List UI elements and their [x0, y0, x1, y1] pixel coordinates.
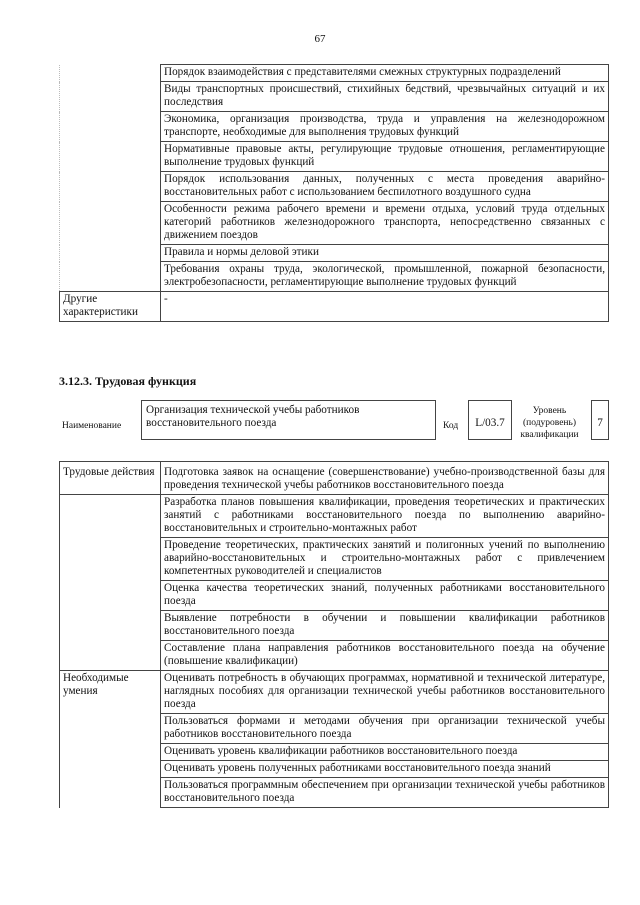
code-value-box: L/03.7 [468, 400, 512, 440]
name-label: Наименование [62, 421, 122, 431]
label-continuation [60, 538, 161, 581]
label-continuation [60, 778, 161, 808]
empty-label-cell [60, 65, 161, 292]
function-name-box: Организация технической учебы работников восстановительного поезда [141, 400, 436, 440]
labor-action-item: Подготовка заявок на оснащение (совершенствование) учебно-производственной базы для проведения технической учебы работников восстановительного поезда [161, 462, 609, 495]
code-label: Код [443, 421, 459, 431]
labor-actions-label: Трудовые действия [60, 462, 161, 495]
label-continuation [60, 495, 161, 538]
level-label: Уровень (подуровень) квалификации [520, 406, 579, 440]
skill-item: Пользоваться формами и методами обучения при организации технической учебы работников восстановительного поезда [161, 714, 609, 744]
knowledge-item: Виды транспортных происшествий, стихийных бедствий, чрезвычайных ситуаций и их последствия [161, 82, 609, 112]
skill-item: Пользоваться программным обеспечением при организации технической учебы работников восстановительного поезда [161, 778, 609, 808]
label-continuation [60, 581, 161, 611]
label-continuation [60, 761, 161, 778]
label-continuation [60, 611, 161, 641]
label-continuation [60, 641, 161, 671]
skill-item: Оценивать уровень полученных работниками восстановительного поезда знаний [161, 761, 609, 778]
knowledge-item: Правила и нормы деловой этики [161, 245, 609, 262]
page-number: 67 [314, 33, 326, 45]
knowledge-item: Порядок взаимодействия с представителями смежных структурных подразделений [161, 65, 609, 82]
knowledge-item: Нормативные правовые акты, регулирующие трудовые отношения, регламентирующие выполнение трудовых функций [161, 142, 609, 172]
skill-item: Оценивать потребность в обучающих программах, нормативной и технической литературе, наглядных пособиях для организации технической учебы работников восстановительного поезда [161, 671, 609, 714]
label-continuation [60, 714, 161, 744]
labor-action-item: Выявление потребности в обучении и повышении квалификации работников восстановительного поезда [161, 611, 609, 641]
skill-item: Оценивать уровень квалификации работников восстановительного поезда [161, 744, 609, 761]
labor-action-item: Разработка планов повышения квалификации, проведения теоретических и практических занятий с работниками восстановительного поезда по выполнению аварийно-восстановительных и строительно-монтажных работ [161, 495, 609, 538]
skills-label: Необходимые умения [60, 671, 161, 714]
labor-action-item: Составление плана направления работников восстановительного поезда на обучение (повышение квалификации) [161, 641, 609, 671]
knowledge-item: Требования охраны труда, экологической, промышленной, пожарной безопасности, электробезопасности, регламентирующие выполнение трудовых функций [161, 262, 609, 292]
level-value-box: 7 [591, 400, 609, 440]
labor-action-item: Оценка качества теоретических знаний, полученных работниками восстановительного поезда [161, 581, 609, 611]
section-title: 3.12.3. Трудовая функция [59, 374, 197, 388]
labor-function-table [59, 461, 609, 808]
labor-action-item: Проведение теоретических, практических занятий и полигонных учений по выполнению аварийно-восстановительных и строительно-монтажных работ с привлечением компетентных руководителей и специалистов [161, 538, 609, 581]
other-characteristics-label: Другие характеристики [60, 292, 161, 322]
label-continuation [60, 744, 161, 761]
other-characteristics-value: - [161, 292, 609, 322]
knowledge-table-continued [59, 64, 609, 322]
knowledge-item: Экономика, организация производства, труда и управления на железнодорожном транспорте, необходимые для выполнения трудовых функций [161, 112, 609, 142]
knowledge-item: Порядок использования данных, полученных с места проведения аварийно-восстановительных работ с использованием беспилотного воздушного судна [161, 172, 609, 202]
knowledge-item: Особенности режима рабочего времени и времени отдыха, условий труда отдельных категорий работников железнодорожного транспорта, непосредственно связанных с движением поездов [161, 202, 609, 245]
